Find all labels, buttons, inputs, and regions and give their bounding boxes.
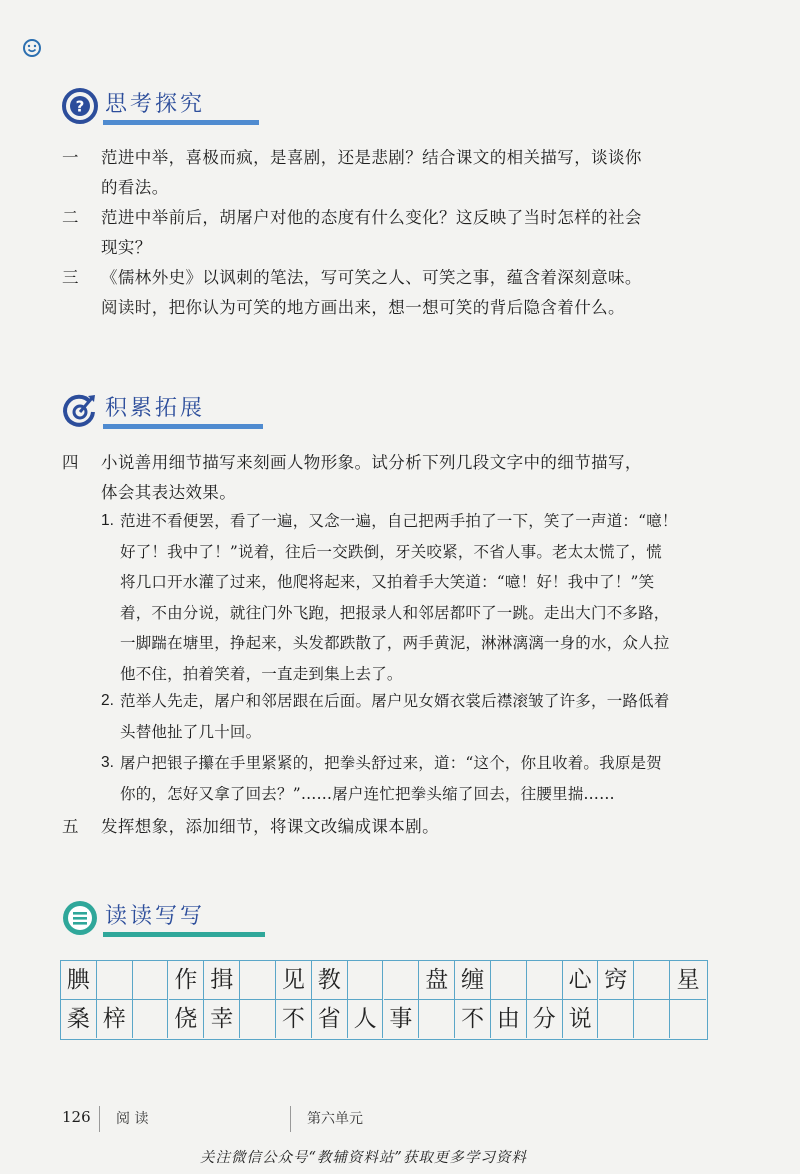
writing-grid [60,960,708,1040]
grid-cell: 人 [348,1000,384,1039]
grid-cell: 作 [169,961,205,1000]
grid-cell: 事 [384,1000,420,1039]
grid-cell: 教 [312,961,348,1000]
grid-cell [133,961,169,1000]
grid-cell: 盘 [419,961,455,1000]
footer-divider [290,1106,291,1132]
section-title: 思考探究 [105,92,206,117]
grid-cell [419,1000,455,1039]
watermark-text: 关注微信公众号“教辅资料站”获取更多学习资料 [200,1150,527,1166]
grid-cell: 缠 [455,961,491,1000]
grid-cell [384,961,420,1000]
grid-cell [240,961,276,1000]
grid-cell: 分 [527,1000,563,1039]
grid-cell [97,961,133,1000]
grid-cell: 见 [276,961,312,1000]
grid-cell: 不 [276,1000,312,1039]
page-number: 126 [62,1108,91,1126]
grid-cell: 心 [563,961,599,1000]
grid-cell: 梓 [97,1000,133,1039]
svg-text:?: ? [75,97,85,116]
footer-unit-label: 第六单元 [307,1111,363,1127]
grid-cell: 不 [455,1000,491,1039]
grid-cell: 腆 [61,961,97,1000]
grid-cell: 幸 [204,1000,240,1039]
question-item: 一 范进中举，喜极而疯，是喜剧，还是悲剧？结合课文的相关描写，谈谈你 的看法。 [62,148,642,197]
excerpt-item: 3. 屠户把银子攥在手里紧紧的，把拳头舒过来，道：“这个，你且收着。我原是贺 你的，怎好又拿了回去？”……屠户连忙把拳头缩了回去，往腰里揣…… [101,754,662,803]
list-circle-icon [60,898,100,938]
section-think-header [60,86,260,130]
grid-cell [240,1000,276,1039]
question-item: 三 《儒林外史》以讽刺的笔法，写可笑之人、可笑之事，蕴含着深刻意味。 阅读时，把你认为可笑的地方画出来，想一想可笑的背后隐含着什么。 [62,268,642,317]
grid-cell: 星 [670,961,706,1000]
title-underline [103,932,265,937]
grid-cell: 窍 [599,961,635,1000]
grid-cell: 说 [563,1000,599,1039]
footer-section-label: 阅 读 [116,1111,149,1127]
smiley-icon [22,38,42,58]
grid-cell [634,961,670,1000]
grid-cell [491,961,527,1000]
grid-cell [599,1000,635,1039]
grid-cell: 揖 [204,961,240,1000]
grid-cell: 侥 [169,1000,205,1039]
excerpt-item: 1. 范进不看便罢，看了一遍，又念一遍，自己把两手拍了一下，笑了一声道：“噫！ 好了！我中了！”说着，往后一交跌倒，牙关咬紧，不省人事。老太太慌了，慌 将几口开水灌了过来，他爬将起来，又拍着手大笑道：“噫！好！我中了！”笑 着，不由分说，就往门外飞跑，把报录人和邻居都吓了一跳。走出大门不多路， 一脚踹在塘里，挣起来，头发都跌散了，两手黄泥，淋淋漓漓一身的水，众人拉 他不住，拍着笑着，一直走到集上去了。 [101,512,678,683]
grid-cell [133,1000,169,1039]
title-underline [103,424,263,429]
question-item: 四 小说善用细节描写来刻画人物形象。试分析下列几段文字中的细节描写， 体会其表达效果。 [62,453,642,502]
section-title: 积累拓展 [105,396,206,421]
section-accumulate-header [60,390,260,434]
question-item: 五 发挥想象，添加细节，将课文改编成课本剧。 [62,817,439,836]
grid-cell [634,1000,670,1039]
question-icon [60,86,100,126]
grid-cell: 由 [491,1000,527,1039]
footer-divider [99,1106,100,1132]
grid-cell: 省 [312,1000,348,1039]
grid-cell: 桑 [61,1000,97,1039]
question-item: 二 范进中举前后，胡屠户对他的态度有什么变化？这反映了当时怎样的社会 现实？ [62,208,642,257]
title-underline [103,120,259,125]
section-title: 读读写写 [105,904,206,929]
grid-cell [527,961,563,1000]
section-readwrite-header [60,898,260,942]
excerpt-item: 2. 范举人先走，屠户和邻居跟在后面。屠户见女婿衣裳后襟滚皱了许多，一路低着 头替他扯了几十回。 [101,692,670,741]
target-arrow-icon [60,390,100,430]
grid-cell [670,1000,706,1039]
grid-cell [348,961,384,1000]
